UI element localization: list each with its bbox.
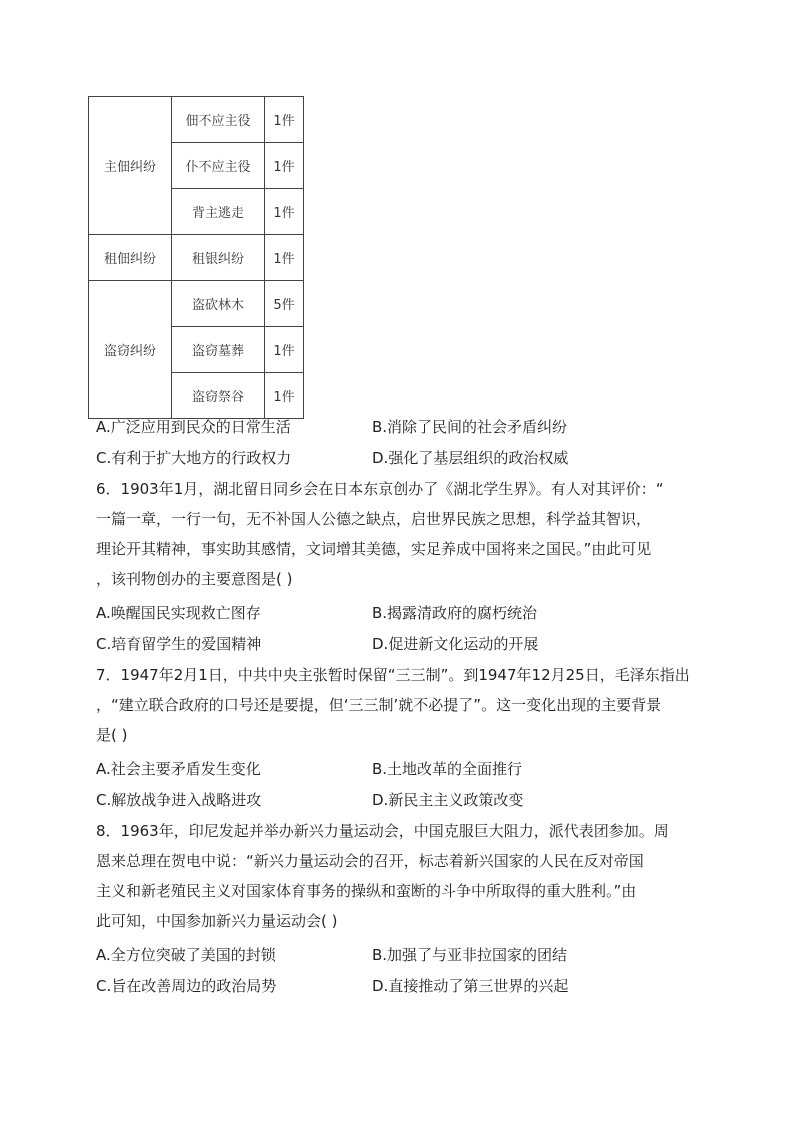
q6-option-b[interactable]: B.揭露清政府的腐朽统治 <box>372 604 538 622</box>
count-cell: 1件 <box>265 235 304 281</box>
q7-line-3: 是( ) <box>96 726 128 744</box>
q7-option-d[interactable]: D.新民主主义政策改变 <box>372 791 524 809</box>
count-cell: 1件 <box>265 143 304 189</box>
item-cell: 仆不应主役 <box>172 143 265 189</box>
q8-option-d[interactable]: D.直接推动了第三世界的兴起 <box>372 977 569 995</box>
q6-line-3: 理论开其精神，事实助其感情，文词增其美德，实足养成中国将来之国民。”由此可见 <box>96 540 652 558</box>
count-cell: 1件 <box>265 327 304 373</box>
q8-options-row-2 <box>96 971 700 1001</box>
q6-line-1: 6．1903年1月，湖北留日同乡会在日本东京创办了《湖北学生界》。有人对其评价：“ <box>96 480 664 498</box>
question-6 <box>96 474 700 594</box>
q5-options-row-1 <box>96 412 700 442</box>
table-row <box>89 97 304 143</box>
q6-line-4: ，该刊物创办的主要意图是( ) <box>96 570 293 588</box>
q7-option-b[interactable]: B.土地改革的全面推行 <box>372 760 523 778</box>
q6-option-a[interactable]: A.唤醒国民实现救亡图存 <box>96 604 261 622</box>
dispute-table <box>88 96 304 419</box>
category-cell: 主佃纠纷 <box>89 97 172 235</box>
q7-line-1: 7．1947年2月1日，中共中央主张暂时保留“三三制”。到1947年12月25日，毛泽东指出 <box>96 666 690 684</box>
item-cell: 背主逃走 <box>172 189 265 235</box>
q8-line-1: 8．1963年，印尼发起并举办新兴力量运动会，中国克服巨大阻力，派代表团参加。周 <box>96 822 669 840</box>
q5-option-b[interactable]: B.消除了民间的社会矛盾纠纷 <box>372 418 568 436</box>
q6-option-c[interactable]: C.培育留学生的爱国精神 <box>96 635 262 653</box>
table-row <box>89 281 304 327</box>
count-cell: 1件 <box>265 373 304 419</box>
count-cell: 1件 <box>265 97 304 143</box>
q8-option-b[interactable]: B.加强了与亚非拉国家的团结 <box>372 946 568 964</box>
q6-options-row-2 <box>96 629 700 659</box>
item-cell: 盗窃墓葬 <box>172 327 265 373</box>
q5-options-row-2 <box>96 443 700 473</box>
item-cell: 盗砍林木 <box>172 281 265 327</box>
q7-option-c[interactable]: C.解放战争进入战略进攻 <box>96 791 262 809</box>
q8-option-c[interactable]: C.旨在改善周边的政治局势 <box>96 977 277 995</box>
q6-line-2: 一篇一章，一行一句，无不补国人公德之缺点，启世界民族之思想，科学益其智识， <box>96 510 652 528</box>
item-cell: 佃不应主役 <box>172 97 265 143</box>
q7-line-2: ，“建立联合政府的口号还是要提，但‘三三制’就不必提了”。这一变化出现的主要背景 <box>96 696 662 714</box>
q8-options-row-1 <box>96 940 700 970</box>
q8-line-4: 此可知，中国参加新兴力量运动会( ) <box>96 912 338 930</box>
q5-option-a[interactable]: A.广泛应用到民众的日常生活 <box>96 418 291 436</box>
count-cell: 1件 <box>265 189 304 235</box>
q5-option-d[interactable]: D.强化了基层组织的政治权威 <box>372 449 569 467</box>
q5-option-c[interactable]: C.有利于扩大地方的行政权力 <box>96 449 292 467</box>
question-7 <box>96 660 700 750</box>
question-8 <box>96 816 700 936</box>
q8-option-a[interactable]: A.全方位突破了美国的封锁 <box>96 946 276 964</box>
q8-line-3: 主义和新老殖民主义对国家体育事务的操纵和蛮断的斗争中所取得的重大胜利。”由 <box>96 882 637 900</box>
q7-options-row-1 <box>96 754 700 784</box>
category-cell: 盗窃纠纷 <box>89 281 172 419</box>
item-cell: 租银纠纷 <box>172 235 265 281</box>
table-row <box>89 235 304 281</box>
item-cell: 盗窃祭谷 <box>172 373 265 419</box>
category-cell: 租佃纠纷 <box>89 235 172 281</box>
q7-option-a[interactable]: A.社会主要矛盾发生变化 <box>96 760 261 778</box>
q6-options-row-1 <box>96 598 700 628</box>
q6-option-d[interactable]: D.促进新文化运动的开展 <box>372 635 539 653</box>
count-cell: 5件 <box>265 281 304 327</box>
q8-line-2: 恩来总理在贺电中说：“新兴力量运动会的召开，标志着新兴国家的人民在反对帝国 <box>96 852 644 870</box>
q7-options-row-2 <box>96 785 700 815</box>
